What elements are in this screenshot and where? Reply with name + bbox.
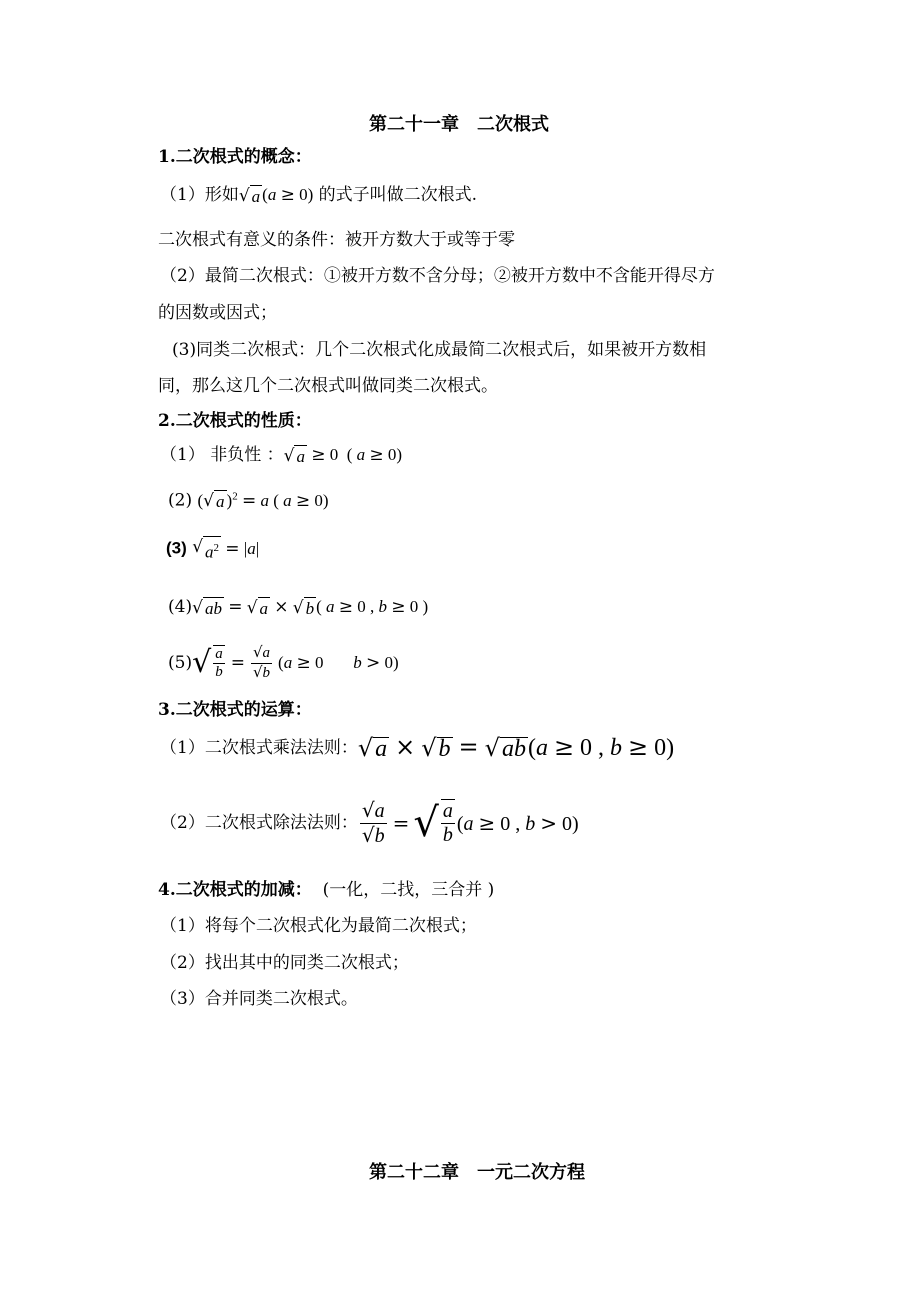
division-rule (160, 790, 579, 856)
section-4-heading: 4.二次根式的加减： (158, 880, 312, 900)
meaningful-condition: 二次根式有意义的条件：被开方数大于或等于零 (158, 230, 515, 250)
formula-definition: √ a (a ≥ 0) (238, 185, 314, 206)
similar-radical-line-1: (3)同类二次根式：几个二次根式化成最简二次根式后，如果被开方数相 (172, 340, 707, 360)
property-4 (168, 596, 428, 620)
property-3-label: (3) (166, 538, 187, 558)
definition-suffix: 的式子叫做二次根式. (318, 185, 478, 205)
multiplication-rule-label: （1）二次根式乘法法则： (160, 738, 358, 758)
formula-nonnegativity: √ a ≥ 0 ( a ≥ 0) (283, 445, 403, 466)
property-2-label: (2) (168, 490, 193, 511)
property-3 (166, 536, 259, 564)
section-3-heading: 3.二次根式的运算： (158, 700, 312, 720)
formula-root-of-square: √ $a^2$ = |a| (192, 537, 260, 562)
multiplication-rule (160, 733, 674, 763)
step-3: （3）合并同类二次根式。 (160, 989, 358, 1009)
definition-prefix: （1）形如 (160, 185, 239, 205)
formula-multiplication: √ a × √ b = √ ab (a ≥ 0 , b ≥ 0) (357, 732, 675, 763)
property-1 (160, 444, 402, 468)
division-rule-label: （2）二次根式除法法则： (160, 813, 358, 833)
chapter-22-title: 第二十二章 一元二次方程 (369, 1162, 585, 1183)
formula-product-rule: √ ab = √ a × √ b ( a ≥ 0 , b ≥ 0 ) (192, 597, 429, 618)
section-4-heading-line (158, 879, 494, 901)
property-4-label: (4) (168, 597, 193, 617)
formula-division: $\frac{√a}{√b}$ = √ $\frac{a}{b}$ (a ≥ 0 , b > 0) (361, 797, 579, 847)
simplest-radical-line-1: （2）最简二次根式：①被开方数不含分母；②被开方数中不含能开得尽方 (160, 266, 715, 286)
section-2-heading: 2.二次根式的性质： (158, 411, 312, 431)
simplest-radical-line-2: 的因数或因式； (158, 303, 277, 323)
property-5 (168, 638, 399, 688)
section-4-note: (一化，二找，三合并 ) (322, 880, 495, 900)
section-1-heading: 1.二次根式的概念： (158, 147, 312, 167)
step-2: （2）找出其中的同类二次根式； (160, 953, 409, 973)
chapter-21-title: 第二十一章 二次根式 (369, 114, 549, 135)
formula-square-of-root: ( √ a )$^2$ = a ( a ≥ 0) (197, 490, 329, 512)
property-2 (168, 485, 329, 513)
formula-quotient-rule: √ $\frac{a}{b}$ = $\frac{√a}{√b}$ (a ≥ 0 b > 0) (192, 643, 399, 681)
property-5-label: (5) (168, 653, 193, 673)
definition-line (160, 184, 477, 208)
similar-radical-line-2: 同，那么这几个二次根式叫做同类二次根式。 (158, 376, 498, 396)
property-1-label: （1） 非负性 ： (160, 445, 284, 465)
step-1: （1）将每个二次根式化为最简二次根式； (160, 916, 477, 936)
